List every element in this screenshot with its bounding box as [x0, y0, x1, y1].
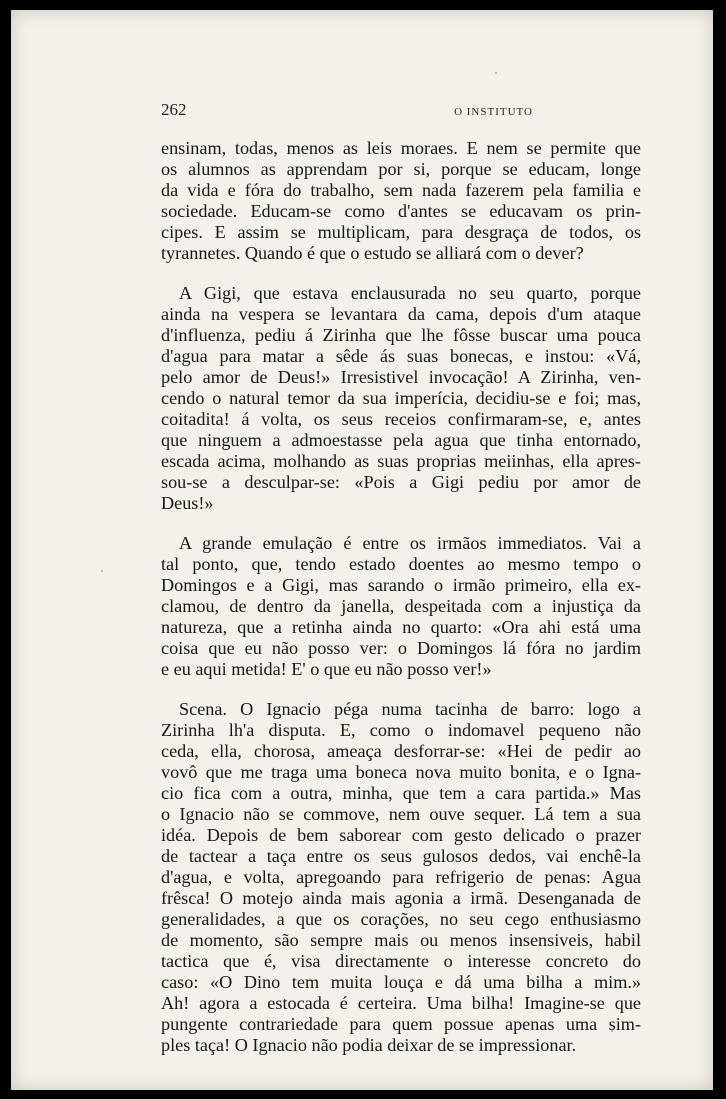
- text-line: cendo o natural temor da sua imperícia, decidiu-se e foi; mas,: [161, 388, 641, 408]
- paragraph: [161, 533, 641, 680]
- text-line: A Gigi, que estava enclausurada no seu quarto, porque: [179, 283, 641, 303]
- page-number: 262: [161, 100, 187, 119]
- text-line: de momento, são sempre mais ou menos insensiveis, habil: [161, 930, 641, 950]
- text-line: da vida e fóra do trabalho, sem nada fazerem pela familia e: [161, 180, 641, 200]
- page-header: [161, 100, 533, 122]
- text-line: Zirinha lh'a disputa. E, como o indomavel pequeno não: [161, 720, 641, 740]
- paragraph: [161, 138, 641, 264]
- text-line: sou-se a desculpar-se: «Pois a Gigi pediu por amor de: [161, 472, 641, 492]
- text-line: tyrannetes. Quando é que o estudo se alliará com o dever?: [161, 243, 584, 263]
- text-line: pelo amor de Deus!» Irresistivel invocação! A Zirinha, ven-: [161, 367, 641, 387]
- text-line: escada acima, molhando as suas proprias meiinhas, ella apres-: [161, 451, 641, 471]
- text-line: coitadita! á volta, os seus receios confirmaram-se, e, antes: [161, 409, 641, 429]
- text-line: idéa. Depois de bem saborear com gesto delicado o prazer: [161, 825, 641, 845]
- text-line: generalidades, a que os corações, no seu cego enthusiasmo: [161, 909, 641, 929]
- text-line: ensinam, todas, menos as leis moraes. E nem se permite que: [161, 138, 641, 158]
- text-line: Deus!»: [161, 493, 214, 513]
- text-line: caso: «O Dino tem muita louça e dá uma bilha a mim.»: [161, 972, 641, 992]
- body-text: [161, 138, 641, 1075]
- text-line: Ah! agora a estocada é certeira. Uma bilha! Imagine-se que: [161, 993, 641, 1013]
- text-line: Domingos e a Gigi, mas sarando o irmão primeiro, ella ex-: [161, 575, 641, 595]
- text-line: clamou, de dentro da janella, despeitada com a injustiça da: [161, 596, 641, 616]
- text-line: ceda, ella, chorosa, ameaça desforrar-se: «Hei de pedir ao: [161, 741, 641, 761]
- text-line: tactica que é, visa directamente o interesse concreto do: [161, 951, 641, 971]
- text-line: d'agua, e volta, apregoando para refrigerio de penas: Agua: [161, 867, 641, 887]
- text-line: o Ignacio não se commove, nem ouve sequer. Lá tem a sua: [161, 804, 641, 824]
- text-line: os alumnos as apprendam por si, porque se educam, longe: [161, 159, 641, 179]
- text-line: cio fica com a outra, minha, que tem a cara partida.» Mas: [161, 783, 641, 803]
- paragraph: [161, 283, 641, 514]
- text-line: Scena. O Ignacio péga numa tacinha de barro: logo a: [179, 699, 641, 719]
- text-line: d'influenza, pediu á Zirinha que lhe fôsse buscar uma pouca: [161, 325, 641, 345]
- text-line: ainda na vespera se levantara da cama, depois d'um ataque: [161, 304, 641, 324]
- text-line: ples taça! O Ignacio não podia deixar de se impressionar.: [161, 1035, 577, 1055]
- text-line: A grande emulação é entre os irmãos immediatos. Vai a: [179, 533, 641, 553]
- paper-speck: [495, 72, 497, 74]
- text-line: coisa que eu não posso ver: o Domingos lá fóra no jardim: [161, 638, 641, 658]
- text-line: sociedade. Educam-se como d'antes se educavam os prin-: [161, 201, 641, 221]
- book-page: [11, 10, 713, 1090]
- text-line: pungente contrariedade para quem possue apenas uma sim-: [161, 1014, 641, 1034]
- running-head: O INSTITUTO: [454, 106, 533, 118]
- text-line: d'agua para matar a sêde ás suas bonecas, e instou: «Vá,: [161, 346, 641, 366]
- paragraph: [161, 699, 641, 1056]
- text-line: cipes. E assim se multiplicam, para desgraça de todos, os: [161, 222, 641, 242]
- paper-speck: [101, 570, 103, 572]
- text-line: e eu aqui metida! E' o que eu não posso ver!»: [161, 659, 492, 679]
- text-line: tal ponto, que, tendo estado doentes ao mesmo tempo o: [161, 554, 641, 574]
- text-line: que ninguem a admoestasse pela agua que tinha entornado,: [161, 430, 641, 450]
- text-line: natureza, que a retinha ainda no quarto: «Ora ahi está uma: [161, 617, 641, 637]
- text-line: frêsca! O motejo ainda mais agonia a irmã. Desenganada de: [161, 888, 641, 908]
- text-line: de tactear a taça entre os seus gulosos dedos, vai enchê-la: [161, 846, 641, 866]
- text-line: vovô que me traga uma boneca nova muito bonita, e o Igna-: [161, 762, 641, 782]
